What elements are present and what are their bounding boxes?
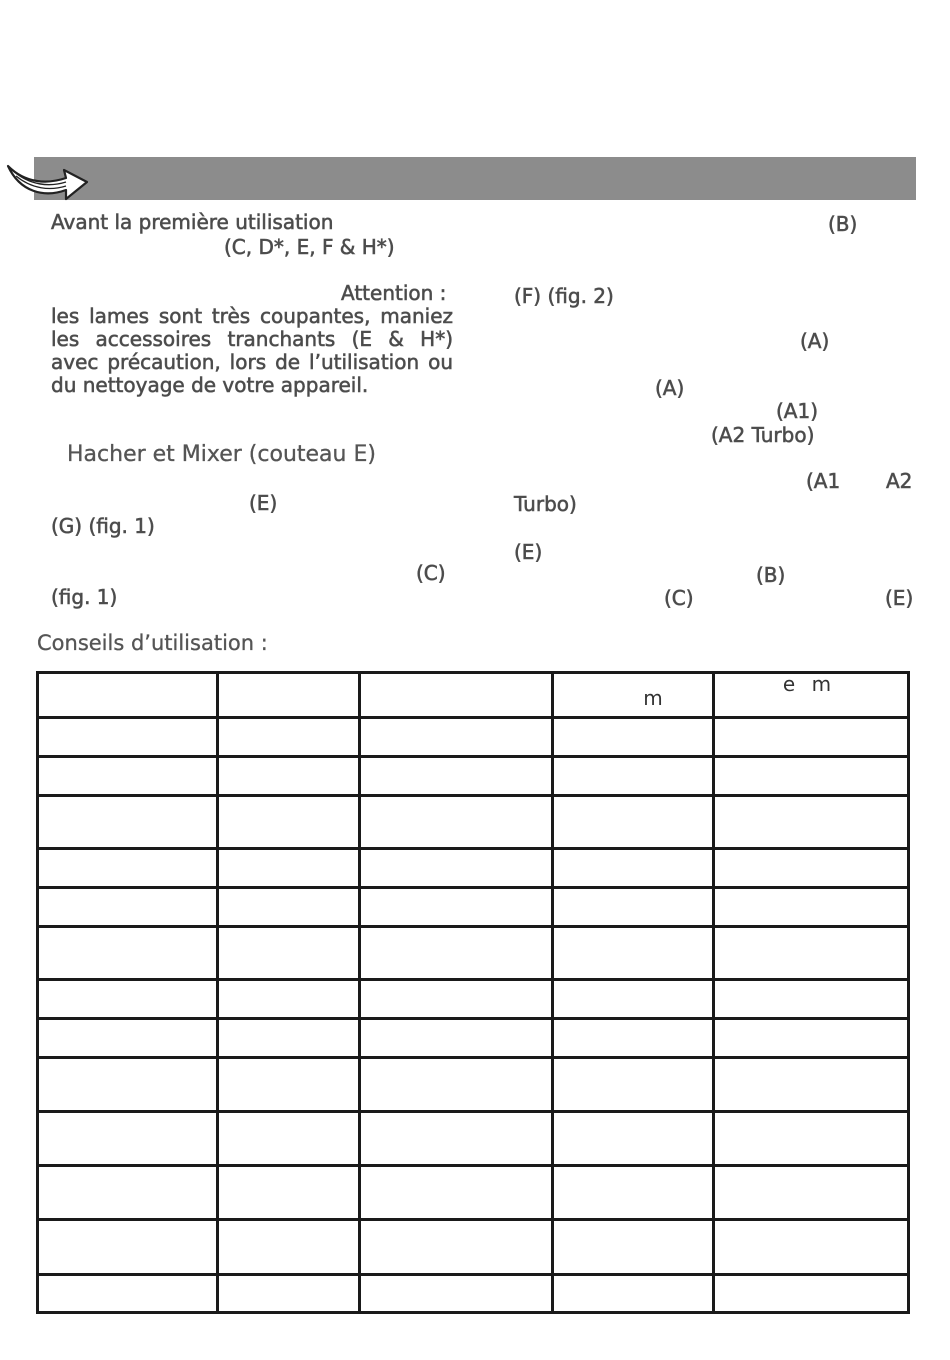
ref-c-right: (C) xyxy=(664,586,694,610)
table-row xyxy=(38,849,909,888)
header-cell xyxy=(218,673,360,718)
ref-e-end: (E) xyxy=(885,586,914,610)
ref-a2-turbo: (A2 Turbo) xyxy=(711,423,815,447)
table-header-row xyxy=(38,673,909,718)
intro-title: Avant la première utilisation xyxy=(51,210,334,234)
table-row xyxy=(38,980,909,1019)
header-col5: e m xyxy=(782,672,832,696)
header-cell xyxy=(38,673,218,718)
arrow-icon xyxy=(4,154,90,204)
table-row xyxy=(38,927,909,980)
ref-e-right: (E) xyxy=(514,540,543,564)
table-row xyxy=(38,1275,909,1313)
header-cell xyxy=(553,673,714,718)
ref-a1-b: (A1 xyxy=(806,469,841,493)
header-col4: m xyxy=(643,686,663,710)
table-row xyxy=(38,1220,909,1275)
conseils-title: Conseils d’utilisation : xyxy=(37,631,268,655)
subheading: Hacher et Mixer (couteau E) xyxy=(67,442,376,467)
ref-a1: (A1) xyxy=(776,399,819,423)
ref-turbo: Turbo) xyxy=(514,492,577,516)
table-row xyxy=(38,1112,909,1166)
ref-b-right: (B) xyxy=(756,563,786,587)
ref-e-left: (E) xyxy=(249,491,278,515)
attention-label: Attention : xyxy=(341,281,447,305)
table-row xyxy=(38,718,909,757)
ref-g-fig1: (G) (fig. 1) xyxy=(51,514,155,538)
ref-f-fig2: (F) (fig. 2) xyxy=(514,284,614,308)
table-row xyxy=(38,888,909,927)
header-cell xyxy=(714,673,909,718)
attention-text: les lames sont très coupantes, maniez les accessoires tranchants (E & H*) avec précaution, lors de l’utilisation ou du nettoyage de votre appareil. xyxy=(51,304,453,397)
ref-b-top: (B) xyxy=(828,212,858,236)
ref-a-2: (A) xyxy=(655,376,685,400)
intro-parts: (C, D*, E, F & H*) xyxy=(224,235,395,259)
table-row xyxy=(38,796,909,849)
ref-a2-b: A2 xyxy=(886,469,913,493)
table-row xyxy=(38,757,909,796)
table-row xyxy=(38,1019,909,1058)
usage-table xyxy=(36,671,910,1314)
section-header-bar xyxy=(34,157,916,200)
ref-a-1: (A) xyxy=(800,329,830,353)
table-row xyxy=(38,1058,909,1112)
header-cell xyxy=(360,673,553,718)
ref-fig1: (fig. 1) xyxy=(51,585,118,609)
table-row xyxy=(38,1166,909,1220)
ref-c-left: (C) xyxy=(416,561,446,585)
